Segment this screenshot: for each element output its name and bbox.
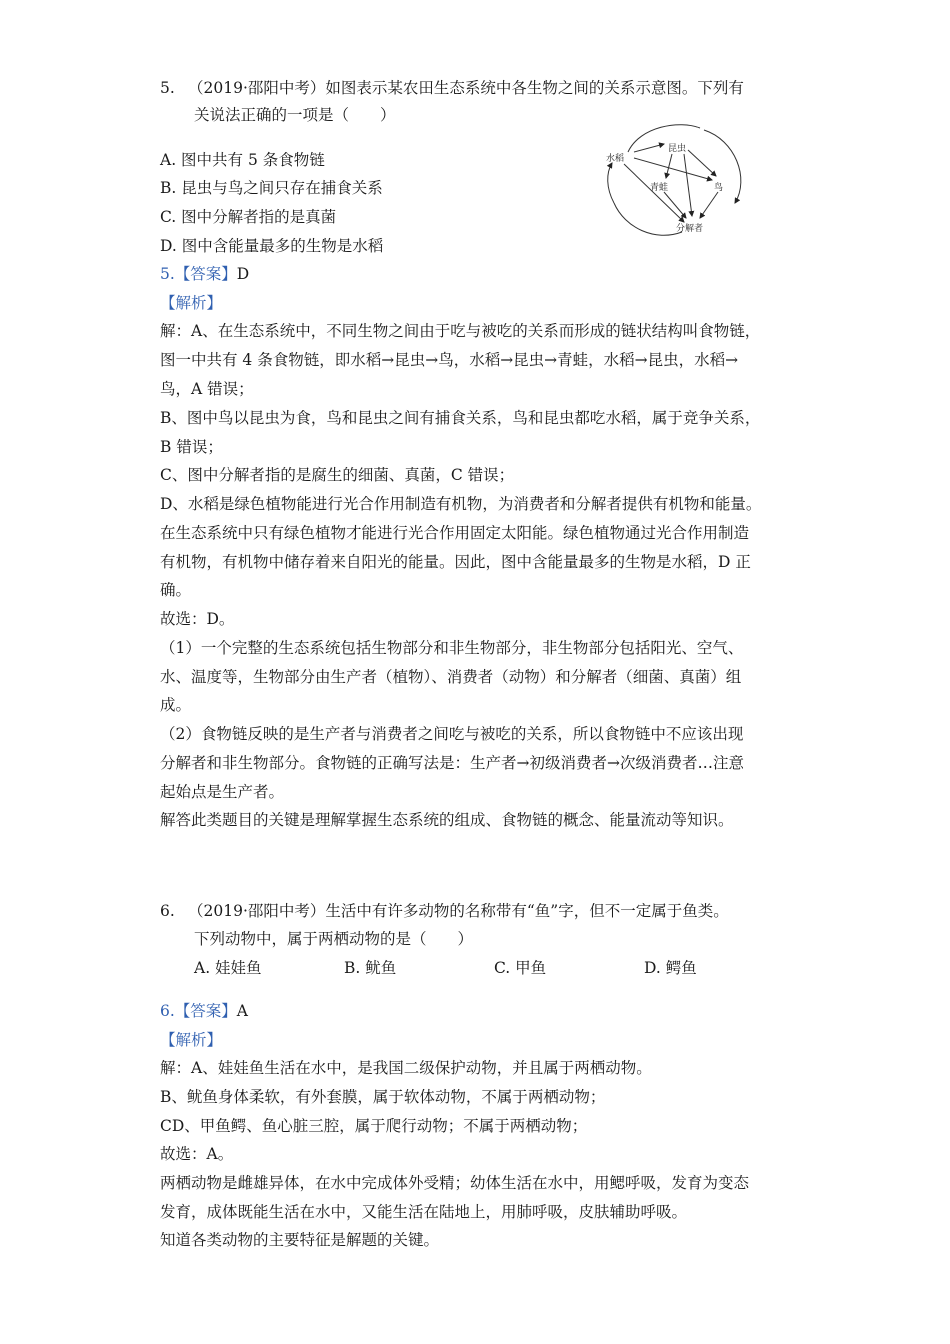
q5-answer [160,263,249,285]
arrow-insect-frog [666,154,672,178]
arrow-insect-bird [688,150,716,176]
q5-analysis-line: 确。 [160,581,192,599]
q6-number: 6. [160,902,175,920]
food-web-diagram [600,118,750,243]
q5-analysis-line: （2）食物链反映的是生产者与消费者之间吃与被吃的关系，所以食物链中不应该出现 [160,725,744,743]
q6-answer-value: A [236,1002,248,1020]
q5-analysis-line: 解：A、在生态系统中，不同生物之间由于吃与被吃的关系而形成的链状结构叫食物链， [160,322,761,340]
arrow-rice-decomposer [624,164,684,222]
arrow-bird-decomposer [700,192,718,218]
q5-analysis-line: 成。 [160,696,192,714]
node-rice: 水稻 [606,154,625,164]
q6-analysis-line: 知道各类动物的主要特征是解题的关键。 [160,1231,440,1249]
q5-analysis-line: C、图中分解者指的是腐生的细菌、真菌，C 错误； [160,466,515,484]
q5-number: 5. [160,79,175,97]
q6-analysis-line: 两栖动物是雌雄异体，在水中完成体外受精；幼体生活在水中，用鳃呼吸，发育为变态 [160,1174,750,1192]
q6-analysis-label: 【解析】 [160,1031,223,1049]
cycle-arc-bottom [614,203,682,235]
node-frog: 青蛙 [650,183,669,193]
q6-analysis-line: 解：A、娃娃鱼生活在水中，是我国二级保护动物，并且属于两栖动物。 [160,1059,652,1077]
q5-analysis-line: 分解者和非生物部分。食物链的正确写法是：生产者→初级消费者→次级消费者…注意 [160,754,744,772]
q5-option-c: C. 图中分解者指的是真菌 [160,208,337,226]
q6-answer [160,1000,248,1022]
q5-stem-line1: （2019·邵阳中考）如图表示某农田生态系统中各生物之间的关系示意图。下列有 [188,79,744,97]
q6-option-a: A. 娃娃鱼 [194,959,262,977]
q6-analysis-line: 发育，成体既能生活在水中，又能生活在陆地上，用肺呼吸，皮肤辅助呼吸。 [160,1203,688,1221]
q6-analysis-line: CD、甲鱼鳄、鱼心脏三腔，属于爬行动物；不属于两栖动物； [160,1117,588,1135]
q6-stem-line1: （2019·邵阳中考）生活中有许多动物的名称带有“鱼”字，但不一定属于鱼类。 [188,902,729,920]
q5-analysis-label: 【解析】 [160,294,223,312]
arrow-frog-decomposer [664,192,686,218]
q5-answer-label: 5.【答案】 [160,265,237,283]
q5-analysis-line: （1）一个完整的生态系统包括生物部分和非生物部分，非生物部分包括阳光、空气、 [160,639,744,657]
q5-option-a: A. 图中共有 5 条食物链 [160,151,325,169]
q5-analysis-line: 图一中共有 4 条食物链，即水稻→昆虫→鸟，水稻→昆虫→青蛙，水稻→昆虫，水稻→ [160,351,739,369]
q5-stem-line2: 关说法正确的一项是（ ） [194,106,396,124]
q6-option-c: C. 甲鱼 [494,959,547,977]
q6-stem-line2: 下列动物中，属于两栖动物的是（ ） [194,930,474,948]
q5-analysis-line: 水、温度等，生物部分由生产者（植物）、消费者（动物）和分解者（细菌、真菌）组 [160,668,742,686]
q6-analysis-line: B、鱿鱼身体柔软，有外套膜，属于软体动物，不属于两栖动物； [160,1088,606,1106]
q5-analysis-line: B 错误； [160,438,223,456]
node-insect: 昆虫 [668,144,687,154]
q5-answer-value: D [236,265,250,283]
q5-analysis-line: D、水稻是绿色植物能进行光合作用制造有机物，为消费者和分解者提供有机物和能量。 [160,495,762,513]
q5-analysis-line: 起始点是生产者。 [160,783,285,801]
arrow-insect-decomposer [684,154,692,216]
q5-option-d: D. 图中含能量最多的生物是水稻 [160,237,384,255]
arrow-rice-insect [634,144,664,152]
cycle-arc-top [628,125,700,152]
node-decomposer: 分解者 [676,224,704,234]
q6-option-d: D. 鳄鱼 [644,959,697,977]
q5-analysis-line: 有机物，有机物中储存着来自阳光的能量。因此，图中含能量最多的生物是水稻，D 正 [160,553,751,571]
q5-option-b: B. 昆虫与鸟之间只存在捕食关系 [160,179,383,197]
q5-analysis-line: 故选：D。 [160,610,235,628]
q5-analysis-line: B、图中鸟以昆虫为食，鸟和昆虫之间有捕食关系，鸟和昆虫都吃水稻，属于竞争关系， [160,409,761,427]
q5-analysis-line: 在生态系统中只有绿色植物才能进行光合作用固定太阳能。绿色植物通过光合作用制造 [160,524,750,542]
q5-analysis-line: 解答此类题目的关键是理解掌握生态系统的组成、食物链的概念、能量流动等知识。 [160,811,734,829]
q5-analysis-line: 鸟，A 错误； [160,380,254,398]
cycle-arc-left [608,163,614,203]
node-bird: 鸟 [714,183,724,193]
q6-option-b: B. 鱿鱼 [344,959,397,977]
q6-analysis-line: 故选：A。 [160,1145,234,1163]
q6-answer-label: 6.【答案】 [160,1002,237,1020]
